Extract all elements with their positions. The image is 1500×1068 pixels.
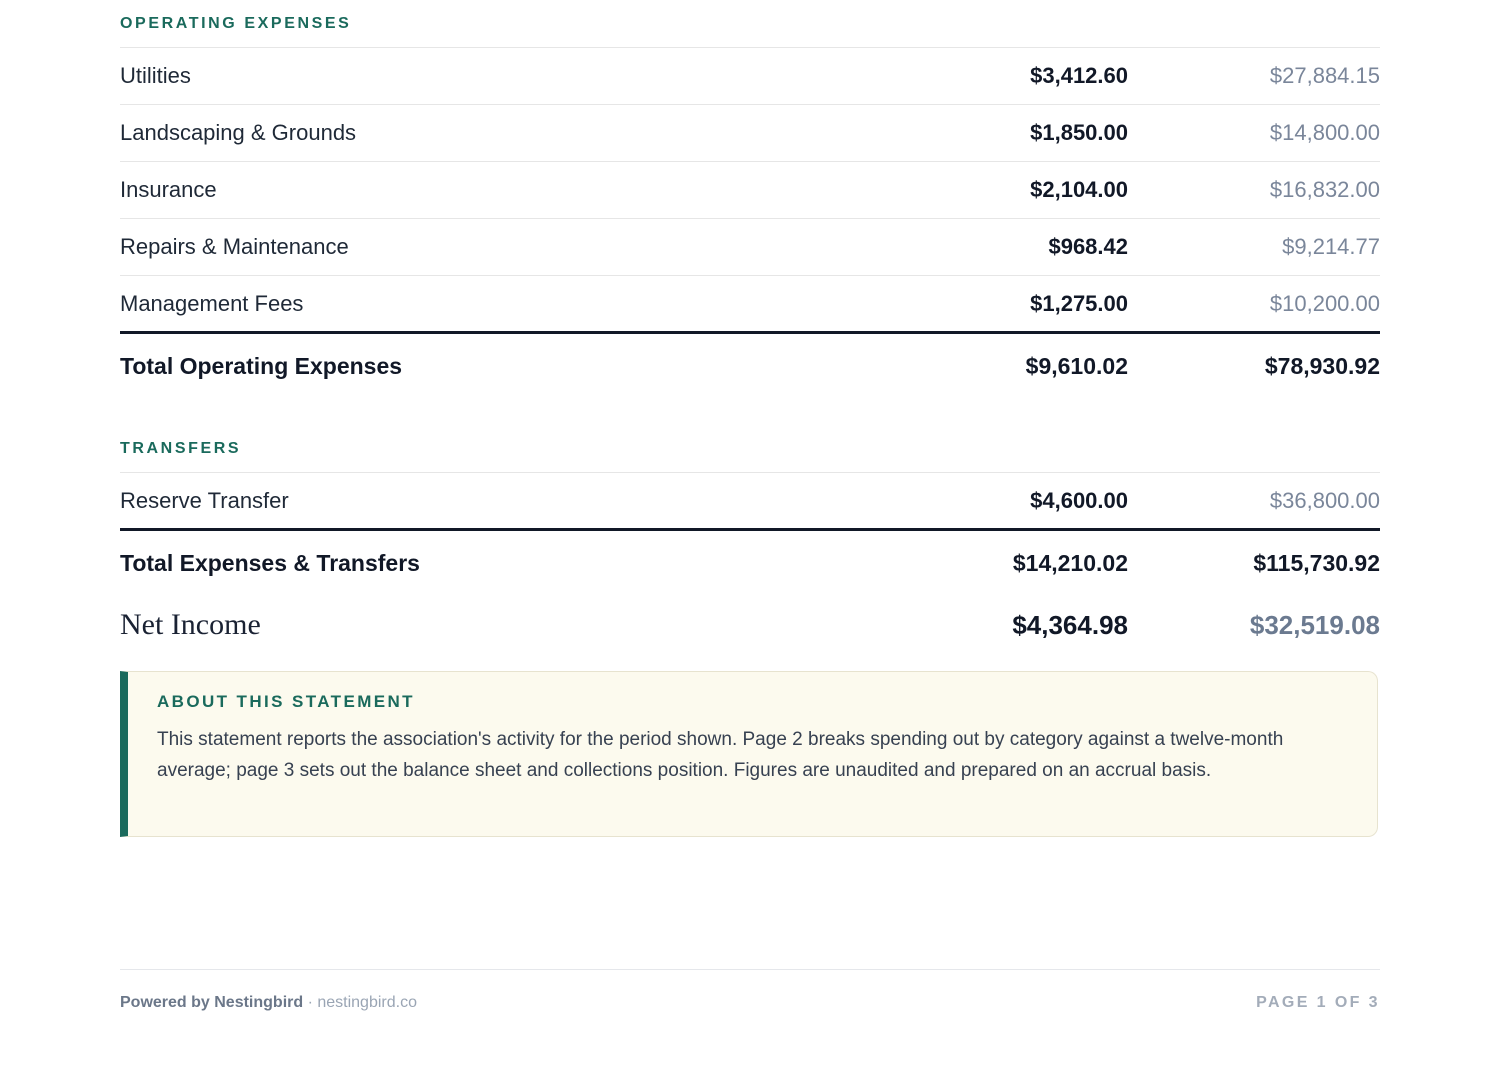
row-ytd-value: $9,214.77 [1282, 234, 1380, 259]
row-label: Management Fees [120, 290, 304, 316]
row-ytd-value: $16,832.00 [1269, 177, 1380, 202]
total-operating-expenses-row [120, 334, 1380, 398]
page-footer [120, 969, 1380, 1036]
row-label: Insurance [120, 177, 217, 202]
about-body: This statement reports the association's activity for the period shown. Page 2 breaks spending out by category against a twelve-month average; page 3 sets out the balance sheet and collections position. Figures are unaudited and prepared on an accrual basis. [157, 729, 1284, 781]
row-current-value: $968.42 [1048, 234, 1128, 259]
table-row [120, 473, 1380, 531]
table-row [120, 105, 1380, 162]
transfers-heading: TRANSFERS [120, 426, 1380, 473]
total-expenses-transfers-row [120, 531, 1380, 595]
powered-by-text: Powered by Nestingbird [120, 994, 304, 1011]
total-ytd-value: $115,730.92 [1253, 549, 1380, 576]
row-label: Landscaping & Grounds [120, 120, 357, 145]
table-row [120, 276, 1380, 334]
row-ytd-value: $27,884.15 [1269, 63, 1380, 88]
row-current-value: $4,600.00 [1030, 487, 1128, 513]
nestingbird-link[interactable]: nestingbird.co [317, 994, 417, 1011]
row-current-value: $3,412.60 [1030, 63, 1128, 88]
statement-content [120, 0, 1380, 655]
row-label: Utilities [120, 63, 191, 88]
total-current-value: $9,610.02 [1025, 352, 1128, 379]
row-current-value: $1,850.00 [1030, 120, 1128, 145]
table-row [120, 219, 1380, 276]
net-income-current-value: $4,364.98 [1012, 609, 1128, 640]
total-label: Total Operating Expenses [120, 352, 403, 379]
operating-expenses-heading: OPERATING EXPENSES [120, 0, 1380, 48]
total-current-value: $14,210.02 [1012, 549, 1128, 576]
net-income-label: Net Income [120, 608, 261, 641]
row-label: Reserve Transfer [120, 487, 289, 513]
row-ytd-value: $36,800.00 [1269, 487, 1380, 513]
row-current-value: $1,275.00 [1030, 290, 1128, 316]
footer-credit [120, 994, 417, 1012]
total-label: Total Expenses & Transfers [120, 549, 420, 576]
table-row [120, 162, 1380, 219]
row-current-value: $2,104.00 [1030, 177, 1128, 202]
about-title: ABOUT THIS STATEMENT [157, 692, 415, 711]
footer-separator: · [303, 994, 318, 1011]
row-ytd-value: $14,800.00 [1269, 120, 1380, 145]
total-ytd-value: $78,930.92 [1264, 352, 1380, 379]
row-ytd-value: $10,200.00 [1269, 290, 1380, 316]
row-label: Repairs & Maintenance [120, 234, 349, 259]
net-income-row [120, 595, 1380, 655]
net-income-ytd-value: $32,519.08 [1249, 609, 1380, 640]
page-indicator: PAGE 1 OF 3 [1256, 994, 1380, 1011]
about-statement-note [120, 671, 1378, 837]
table-row [120, 48, 1380, 105]
